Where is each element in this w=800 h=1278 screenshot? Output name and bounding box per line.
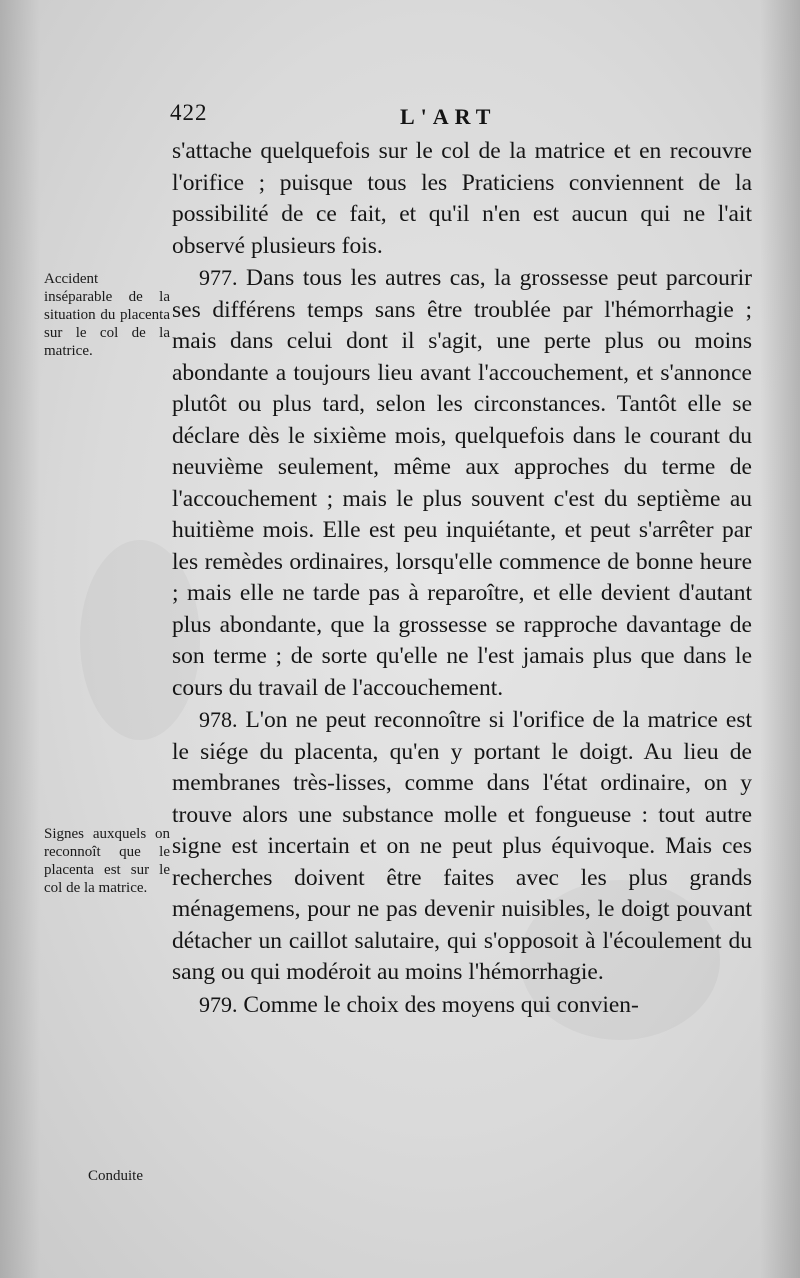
margin-note-accident: Accident inséparable de la situation du placenta sur le col de la matrice. <box>44 271 170 359</box>
paragraph-number: 978. <box>199 707 238 732</box>
margin-note-conduite: Conduite <box>88 1168 143 1184</box>
paragraph-number: 977. <box>199 265 238 290</box>
paragraph-number: 979. <box>199 991 238 1017</box>
body-text <box>172 136 752 1021</box>
page-right-shadow <box>760 0 800 1278</box>
page-number: 422 <box>170 100 208 125</box>
page-header <box>0 100 800 140</box>
paragraph-979 <box>172 989 752 1022</box>
paragraph-text: Comme le choix des moyens qui convien- <box>243 991 639 1018</box>
running-head: L'ART <box>400 104 497 129</box>
paragraph-continuation: s'attache quelquefois sur le col de la matrice et en recouvre l'orifice ; puisque tous les Praticiens conviennent de la possibilité de ce fait, et qu'il n'en est aucun qui ne l'ait observé plusieurs fois. <box>172 138 752 259</box>
paragraph-text: L'on ne peut reconnoître si l'orifice de la matrice est le siége du placenta, qu'en y portant le doigt. Au lieu de membranes très-lisses, comme dans l'état ordinaire, on y trouve alors une substance molle et fongueuse : tout autre signe est incertain et on ne peut plus équivoque. Mais ces recherches doivent être faites avec les plus grands ménagemens, pour ne pas devenir nuisibles, le doigt pouvant détacher un caillot salutaire, qui s'opposoit à l'écoulement du sang ou qui modéroit au moins l'hémorrhagie. <box>172 707 753 985</box>
margin-note-signes: Signes auxquels on reconnoît que le placenta est sur le col de la matrice. <box>44 826 170 896</box>
paragraph-text: Dans tous les autres cas, la grossesse peut parcourir ses différens temps sans être troublée par l'hémorrhagie ; mais dans celui dont il s'agit, une perte plus ou moins abondante a toujours lieu avant l'accouchement, et s'annonce plutôt ou plus tard, selon les circonstances. Tantôt elle se déclare dès le sixième mois, quelquefois dans le courant du neuvième seulement, même aux approches du terme de l'accouchement ; mais le plus souvent c'est du septième au huitième mois. Elle est peu inquiétante, et peut s'arrêter par les remèdes ordinaires, lorsqu'elle commence de bonne heure ; mais elle ne tarde pas à reparoître, et elle devient d'autant plus abondante, que la grossesse se rapproche davantage de son terme ; de sorte qu'elle ne l'est jamais plus que dans le cours du travail de l'accouchement. <box>172 265 752 701</box>
paragraph-978 <box>172 704 752 989</box>
paragraph-977 <box>172 262 752 704</box>
page-left-shadow <box>0 0 40 1278</box>
